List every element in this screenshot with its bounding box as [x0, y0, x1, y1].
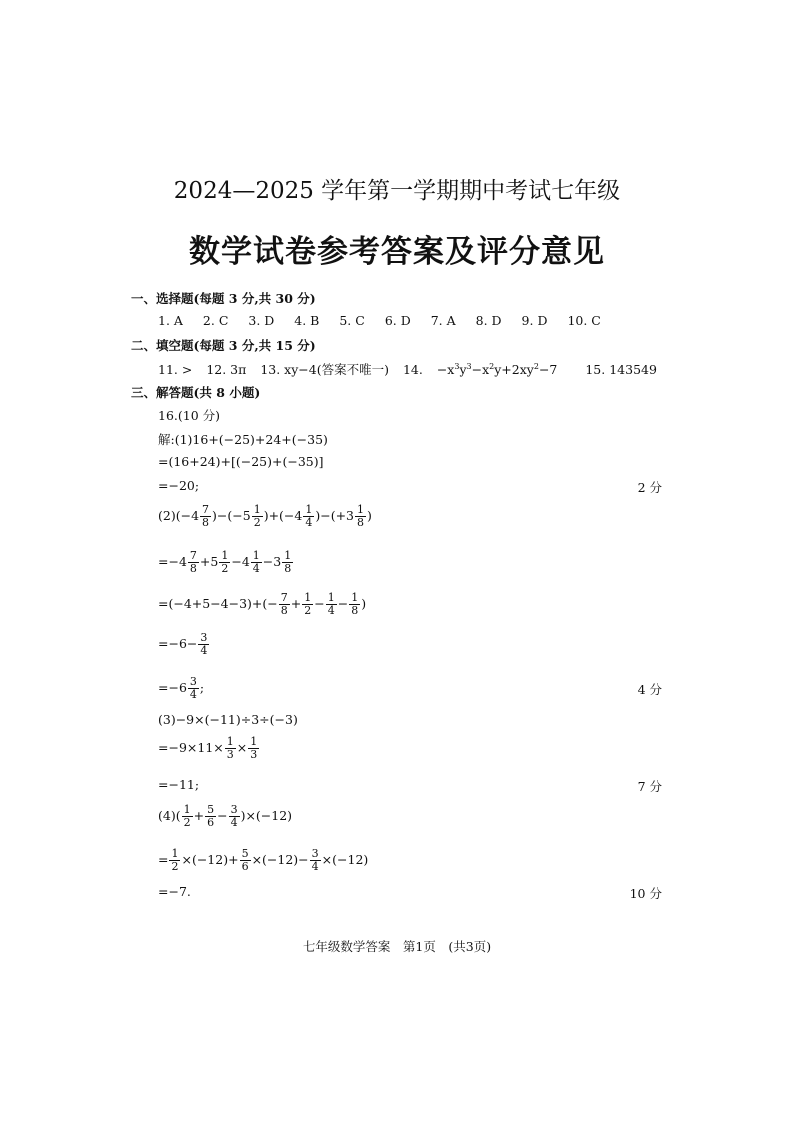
score-mark: 2 分	[637, 480, 662, 495]
fill-answers	[158, 360, 667, 378]
choice-answer: 3. D	[248, 313, 275, 328]
section-choice-heading: 一、选择题(每题 3 分,共 30 分)	[131, 291, 316, 306]
step-line: =(16+24)+[(−25)+(−35)]	[158, 454, 324, 469]
exam-title: 2024—2025 学年第一学期期中考试七年级	[173, 178, 621, 204]
score-mark: 7 分	[637, 779, 662, 794]
step-line: (2)(−4 $\frac{7}{8}$ )−(−5 $\frac{1}{2}$ )+(−4 $\frac{1}{4}$ )−(+3 $\frac{1}{8}$ )	[158, 503, 372, 529]
step-line: =−20;	[158, 478, 200, 493]
choice-answer: 7. A	[430, 313, 456, 328]
fill-answer-13: 13. xy−4(答案不唯一)	[260, 362, 389, 377]
page-footer: 七年级数学答案 第1页 (共3页)	[302, 939, 492, 954]
choice-answer: 4. B	[294, 313, 320, 328]
fill-answer-15: 15. 143549	[585, 362, 657, 377]
step-line: = $\frac{1}{2}$ ×(−12)+ $\frac{5}{6}$ ×(−12)− $\frac{3}{4}$ ×(−12)	[158, 847, 369, 873]
choice-answer: 9. D	[521, 313, 548, 328]
choice-answer: 6. D	[384, 313, 411, 328]
answer-title: 数学试卷参考答案及评分意见	[189, 234, 605, 270]
step-line: =−11;	[158, 777, 200, 792]
step-line: =−9×11× $\frac{1}{3}$ × $\frac{1}{3}$	[158, 735, 258, 761]
section-solve-heading: 三、解答题(共 8 小题)	[131, 385, 261, 400]
step-line: =(−4+5−4−3)+(− $\frac{7}{8}$ + $\frac{1}{2}$ − $\frac{1}{4}$ − $\frac{1}{8}$ )	[158, 591, 367, 617]
step-line: (3)−9×(−11)÷3÷(−3)	[158, 712, 298, 727]
choice-answers	[158, 313, 617, 328]
section-fill-heading: 二、填空题(每题 3 分,共 15 分)	[131, 338, 316, 353]
choice-answer: 8. D	[475, 313, 502, 328]
choice-answer: 5. C	[339, 313, 365, 328]
score-mark: 4 分	[637, 682, 662, 697]
step-line: =−6− $\frac{3}{4}$	[158, 631, 208, 657]
step-line: =−6 $\frac{3}{4}$ ;	[158, 675, 205, 701]
choice-answer: 2. C	[202, 313, 229, 328]
fill-answer-14: 14. $-x^3y^3-x^2y+2xy^2-7$	[402, 361, 558, 377]
fill-answer-12: 12. 3π	[206, 362, 247, 377]
choice-answer: 10. C	[567, 313, 601, 328]
fill-answer-11: 11. >	[158, 362, 193, 377]
choice-answer: 1. A	[158, 313, 183, 328]
step-line: (4)( $\frac{1}{2}$ + $\frac{5}{6}$ − $\frac{3}{4}$ )×(−12)	[158, 803, 293, 829]
step-line: =−7.	[158, 884, 191, 899]
step-line: =−4 $\frac{7}{8}$ +5 $\frac{1}{2}$ −4 $\frac{1}{4}$ −3 $\frac{1}{8}$	[158, 549, 292, 575]
step-line: 解:(1)16+(−25)+24+(−35)	[158, 432, 328, 447]
score-mark: 10 分	[629, 886, 662, 901]
question-16-label: 16.(10 分)	[158, 408, 221, 423]
